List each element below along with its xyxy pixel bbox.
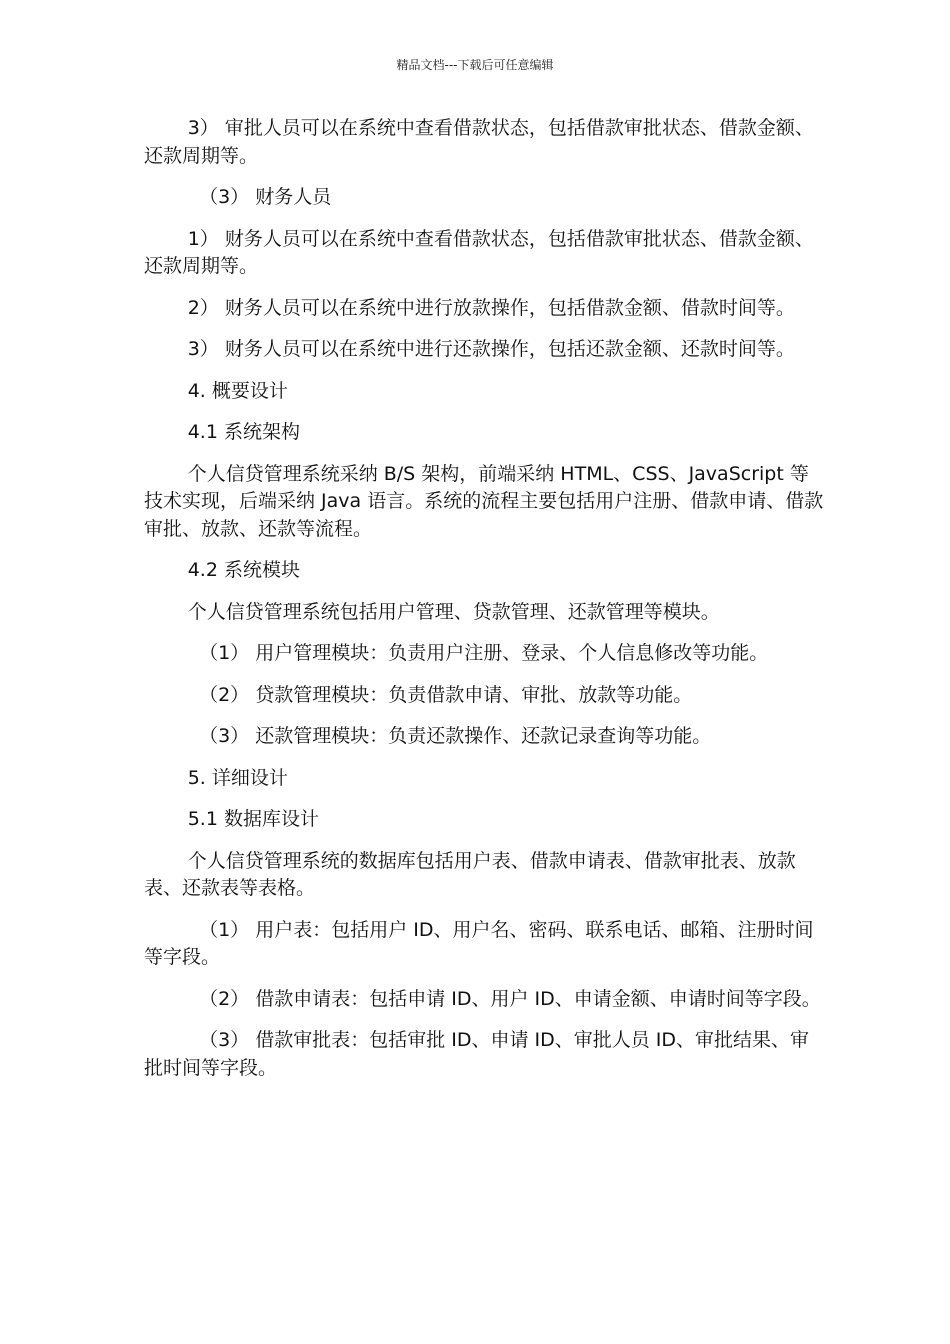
list-item-module-user: （1） 用户管理模块：负责用户注册、登录、个人信息修改等功能。: [199, 642, 769, 664]
list-item-loan-approval-table: （3） 借款审批表：包括审批 ID、申请 ID、审批人员 ID、审批结果、审批时间等字段。: [144, 1029, 810, 1079]
list-item-approver-3: 3） 审批人员可以在系统中查看借款状态，包括借款审批状态、借款金额、还款周期等。: [144, 117, 814, 167]
heading-database-design: 5.1 数据库设计: [187, 808, 319, 830]
list-item-loan-application-table: （2） 借款申请表：包括申请 ID、用户 ID、申请金额、申请时间等字段。: [199, 987, 821, 1010]
list-item-user-table: （1） 用户表：包括用户 ID、用户名、密码、联系电话、邮箱、注册时间等字段。: [144, 918, 814, 968]
list-item-module-loan: （2） 贷款管理模块：负责借款申请、审批、放款等功能。: [199, 683, 693, 706]
heading-system-modules: 4.2 系统模块: [187, 559, 300, 581]
heading-detailed-design: 5. 详细设计: [187, 766, 288, 789]
heading-system-architecture: 4.1 系统架构: [187, 421, 300, 443]
paragraph-database: 个人信贷管理系统的数据库包括用户表、借款申请表、借款审批表、放款表、还款表等表格。: [144, 849, 796, 899]
list-item-module-repayment: （3） 还款管理模块：负责还款操作、还款记录查询等功能。: [199, 725, 712, 747]
paragraph-modules: 个人信贷管理系统包括用户管理、贷款管理、还款管理等模块。: [187, 600, 720, 623]
heading-overview-design: 4. 概要设计: [187, 379, 288, 402]
page-header: 精品文档---下载后可任意编辑: [396, 58, 554, 72]
section-heading-finance-staff: （3） 财务人员: [199, 186, 332, 208]
list-item-finance-2: 2） 财务人员可以在系统中进行放款操作，包括借款金额、借款时间等。: [187, 296, 795, 319]
paragraph-architecture: 个人信贷管理系统采纳 B/S 架构，前端采纳 HTML、CSS、JavaScript 等技术实现，后端采纳 Java 语言。系统的流程主要包括用户注册、借款申请、借款审批、放款、还款等流程。: [144, 462, 824, 540]
list-item-finance-3: 3） 财务人员可以在系统中进行还款操作，包括还款金额、还款时间等。: [187, 338, 795, 360]
document-body: [144, 115, 824, 1096]
list-item-finance-1: 1） 财务人员可以在系统中查看借款状态，包括借款审批状态、借款金额、还款周期等。: [144, 227, 814, 277]
